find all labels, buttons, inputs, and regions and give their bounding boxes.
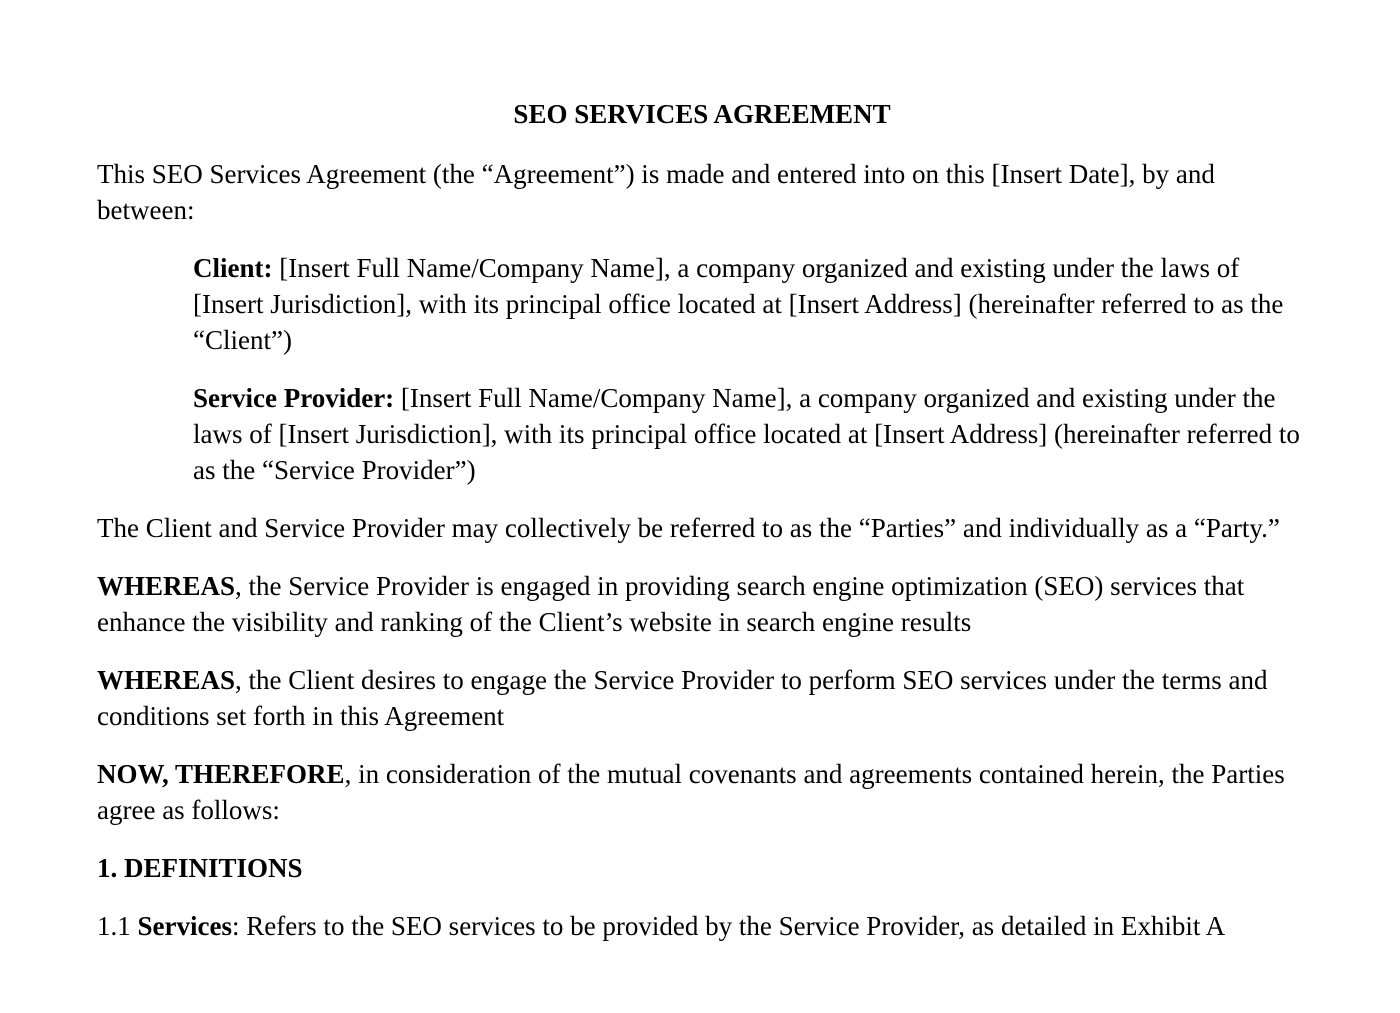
- parties-paragraph: The Client and Service Provider may collectively be referred to as the “Parties” and individually as a “Party.”: [97, 513, 1280, 543]
- therefore-text: , in consideration of the mutual covenants and agreements contained herein, the Parties agree as follows:: [97, 759, 1285, 825]
- document-title: SEO SERVICES AGREEMENT: [513, 99, 891, 129]
- provider-label: Service Provider:: [193, 383, 395, 413]
- client-label: Client:: [193, 253, 273, 283]
- therefore-paragraph: [97, 756, 1307, 828]
- client-text: [Insert Full Name/Company Name], a company organized and existing under the laws of [Insert Jurisdiction], with its principal office located at [Insert Address] (hereinafter referred to as the “Client”): [193, 253, 1284, 355]
- provider-text: [Insert Full Name/Company Name], a company organized and existing under the laws of [Insert Jurisdiction], with its principal office located at [Insert Address] (hereinafter referred to as the “Service Provider”): [193, 383, 1300, 485]
- therefore-label: NOW, THEREFORE: [97, 759, 345, 789]
- definition-term: Services: [137, 911, 232, 941]
- definition-1-1: [97, 908, 1307, 944]
- whereas-label-2: WHEREAS: [97, 665, 236, 695]
- document-page: [97, 94, 1307, 966]
- intro-paragraph: This SEO Services Agreement (the “Agreement”) is made and entered into on this [Insert Date], by and between:: [97, 159, 1215, 225]
- definition-number: 1.1: [97, 911, 138, 941]
- client-paragraph: [193, 250, 1315, 358]
- whereas-text-2: , the Client desires to engage the Service Provider to perform SEO services under the terms and conditions set forth in this Agreement: [97, 665, 1268, 731]
- whereas-paragraph-1: [97, 568, 1307, 640]
- whereas-label-1: WHEREAS: [97, 571, 236, 601]
- whereas-text-1: , the Service Provider is engaged in providing search engine optimization (SEO) services that enhance the visibility and ranking of the Client’s website in search engine results: [97, 571, 1245, 637]
- definition-text: : Refers to the SEO services to be provided by the Service Provider, as detailed in Exhibit A: [231, 911, 1226, 941]
- whereas-paragraph-2: [97, 662, 1307, 734]
- section-heading-definitions: 1. DEFINITIONS: [97, 853, 303, 883]
- provider-paragraph: [193, 380, 1315, 488]
